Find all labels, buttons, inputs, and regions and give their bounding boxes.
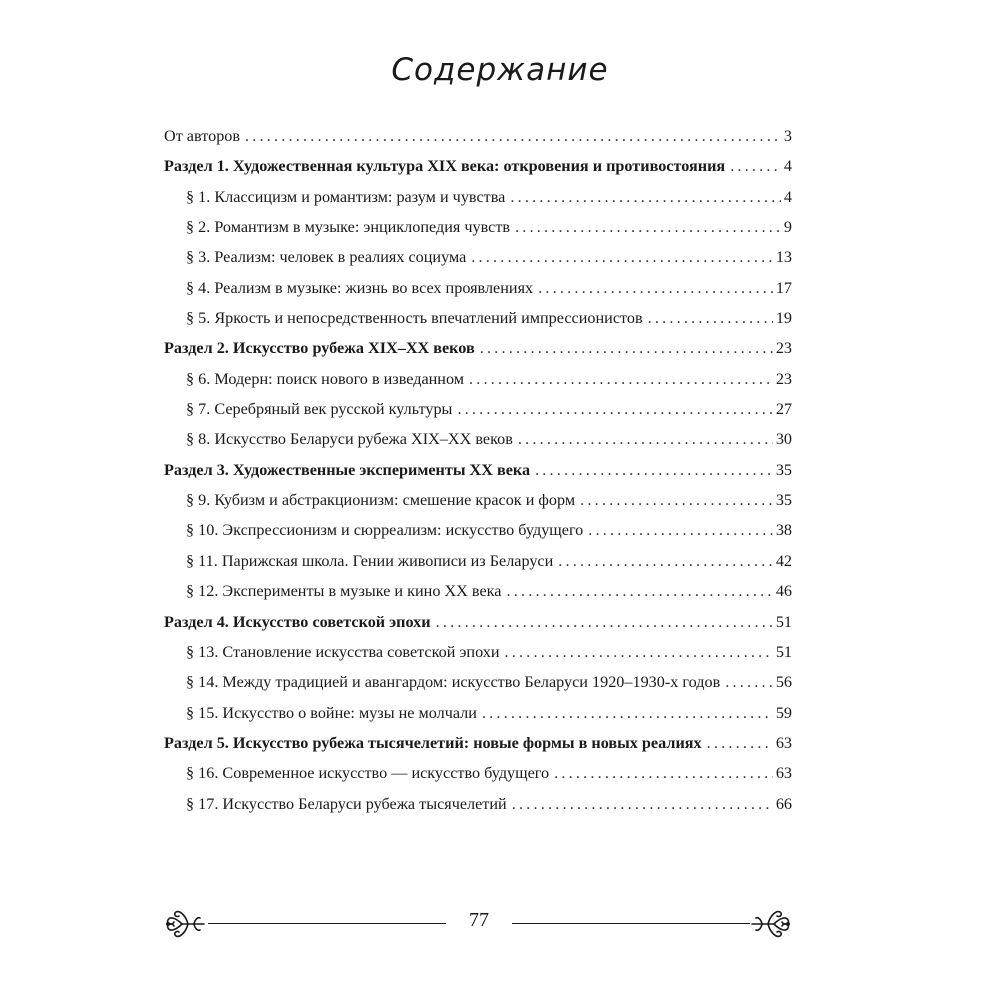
- toc-page-number: 35: [775, 491, 792, 510]
- toc-entry-row[interactable]: [164, 212, 792, 242]
- toc-dot-leader: [554, 758, 773, 788]
- toc-page-number: 63: [775, 733, 792, 752]
- toc-entry-row[interactable]: [164, 182, 792, 212]
- toc-entry-row[interactable]: [164, 546, 792, 576]
- toc-entry-row[interactable]: [164, 242, 792, 272]
- toc-entry-title: § 2. Романтизм в музыке: энциклопедия чувств: [186, 218, 511, 237]
- toc-dot-leader: [515, 212, 781, 242]
- toc-entry-title: § 3. Реализм: человек в реалиях социума: [186, 248, 467, 267]
- toc-dot-leader: [480, 333, 773, 363]
- toc-dot-leader: [725, 667, 773, 697]
- toc-entry-row[interactable]: [164, 698, 792, 728]
- toc-entry-title: § 17. Искусство Беларуси рубежа тысячелетий: [186, 794, 507, 813]
- toc-entry-row[interactable]: [164, 424, 792, 454]
- toc-entry-row[interactable]: [164, 758, 792, 788]
- toc-entry-title: § 8. Искусство Беларуси рубежа XIX–XX веков: [186, 430, 513, 449]
- toc-entry-title: § 12. Эксперименты в музыке и кино XX века: [186, 582, 502, 601]
- page-footer: [164, 904, 792, 944]
- toc-dot-leader: [505, 637, 773, 667]
- toc-page-number: 46: [775, 582, 792, 601]
- page-title: Содержание: [391, 52, 609, 88]
- toc-dot-leader: [518, 424, 773, 454]
- toc-page-number: 66: [775, 794, 792, 813]
- toc-page-number: 3: [783, 127, 792, 145]
- toc-page-number: 19: [775, 309, 792, 328]
- toc-page-number: 23: [775, 339, 792, 358]
- toc-page-number: 59: [775, 703, 792, 722]
- toc-entry-title: § 14. Между традицией и авангардом: искусство Беларуси 1920–1930-х годов: [186, 673, 721, 692]
- toc-entry-title: § 11. Парижская школа. Гении живописи из Беларуси: [186, 551, 554, 570]
- toc-dot-leader: [538, 273, 773, 303]
- toc-dot-leader: [580, 485, 773, 515]
- toc-section-row[interactable]: [164, 728, 792, 758]
- toc-page-number: 56: [775, 673, 792, 692]
- toc-entry-row[interactable]: [164, 485, 792, 515]
- toc-entry-title: Раздел 2. Искусство рубежа XIX–XX веков: [164, 339, 475, 358]
- footer-rule-right: [512, 923, 750, 924]
- toc-entry-title: § 10. Экспрессионизм и сюрреализм: искусство будущего: [186, 521, 584, 540]
- toc-entry-title: § 13. Становление искусства советской эпохи: [186, 642, 500, 661]
- toc-page-number: 51: [775, 612, 792, 631]
- toc-entry-title: § 9. Кубизм и абстракционизм: смешение красок и форм: [186, 491, 576, 510]
- toc-dot-leader: [510, 182, 781, 212]
- toc-page-number: 30: [775, 430, 792, 449]
- toc-entry-row[interactable]: [164, 121, 792, 151]
- toc-section-row[interactable]: [164, 455, 792, 485]
- toc-entry-row[interactable]: [164, 303, 792, 333]
- toc-section-row[interactable]: [164, 333, 792, 363]
- toc-dot-leader: [730, 151, 781, 181]
- toc-entry-row[interactable]: [164, 576, 792, 606]
- toc-entry-title: § 15. Искусство о войне: музы не молчали: [186, 703, 477, 722]
- toc-entry-title: Раздел 3. Художественные эксперименты XX века: [164, 460, 531, 479]
- toc-page-number: 23: [775, 369, 792, 388]
- toc-dot-leader: [535, 455, 773, 485]
- footer-rule-left: [208, 923, 446, 924]
- toc-dot-leader: [436, 607, 773, 637]
- toc-page-number: 27: [775, 400, 792, 419]
- toc-entry-row[interactable]: [164, 364, 792, 394]
- toc-entry-row[interactable]: [164, 667, 792, 697]
- toc-dot-leader: [558, 546, 773, 576]
- toc-dot-leader: [457, 394, 772, 424]
- page-number: 77: [469, 909, 489, 931]
- toc-entry-title: § 1. Классицизм и романтизм: разум и чувства: [186, 187, 506, 206]
- flourish-ornament-icon: [164, 906, 206, 942]
- toc-page-number: 4: [783, 157, 792, 176]
- toc-dot-leader: [512, 789, 773, 819]
- toc-dot-leader: [245, 121, 781, 151]
- toc-entry-row[interactable]: [164, 789, 792, 819]
- toc-entry-title: Раздел 1. Художественная культура XIX века: откровения и противостояния: [164, 157, 726, 176]
- toc-page-number: 63: [775, 764, 792, 783]
- toc-dot-leader: [588, 515, 773, 545]
- toc-entry-title: От авторов: [164, 127, 241, 145]
- toc-dot-leader: [648, 303, 773, 333]
- toc-dot-leader: [471, 242, 773, 272]
- toc-page-number: 4: [783, 187, 792, 206]
- toc-page-number: 38: [775, 521, 792, 540]
- toc-entry-title: § 16. Современное искусство — искусство будущего: [186, 764, 550, 783]
- toc-entry-title: § 4. Реализм в музыке: жизнь во всех проявлениях: [186, 278, 534, 297]
- toc-entry-row[interactable]: [164, 515, 792, 545]
- toc-entry-row[interactable]: [164, 273, 792, 303]
- toc-dot-leader: [469, 364, 773, 394]
- toc-dot-leader: [506, 576, 772, 606]
- table-of-contents: [164, 121, 792, 819]
- toc-entry-title: § 5. Яркость и непосредственность впечатлений импрессионистов: [186, 309, 643, 328]
- toc-section-row[interactable]: [164, 151, 792, 181]
- toc-entry-row[interactable]: [164, 637, 792, 667]
- toc-page-number: 51: [775, 642, 792, 661]
- toc-entry-row[interactable]: [164, 394, 792, 424]
- toc-page-number: 17: [775, 278, 792, 297]
- toc-page-number: 13: [775, 248, 792, 267]
- toc-page-number: 9: [783, 218, 792, 237]
- toc-entry-title: Раздел 4. Искусство советской эпохи: [164, 612, 431, 631]
- toc-entry-title: § 6. Модерн: поиск нового в изведанном: [186, 369, 464, 388]
- toc-entry-title: § 7. Серебряный век русской культуры: [186, 400, 453, 419]
- toc-dot-leader: [482, 698, 773, 728]
- toc-dot-leader: [707, 728, 773, 758]
- flourish-ornament-icon: [750, 906, 792, 942]
- toc-entry-title: Раздел 5. Искусство рубежа тысячелетий: новые формы в новых реалиях: [164, 733, 702, 752]
- toc-page-number: 35: [775, 460, 792, 479]
- toc-section-row[interactable]: [164, 607, 792, 637]
- toc-page-number: 42: [775, 551, 792, 570]
